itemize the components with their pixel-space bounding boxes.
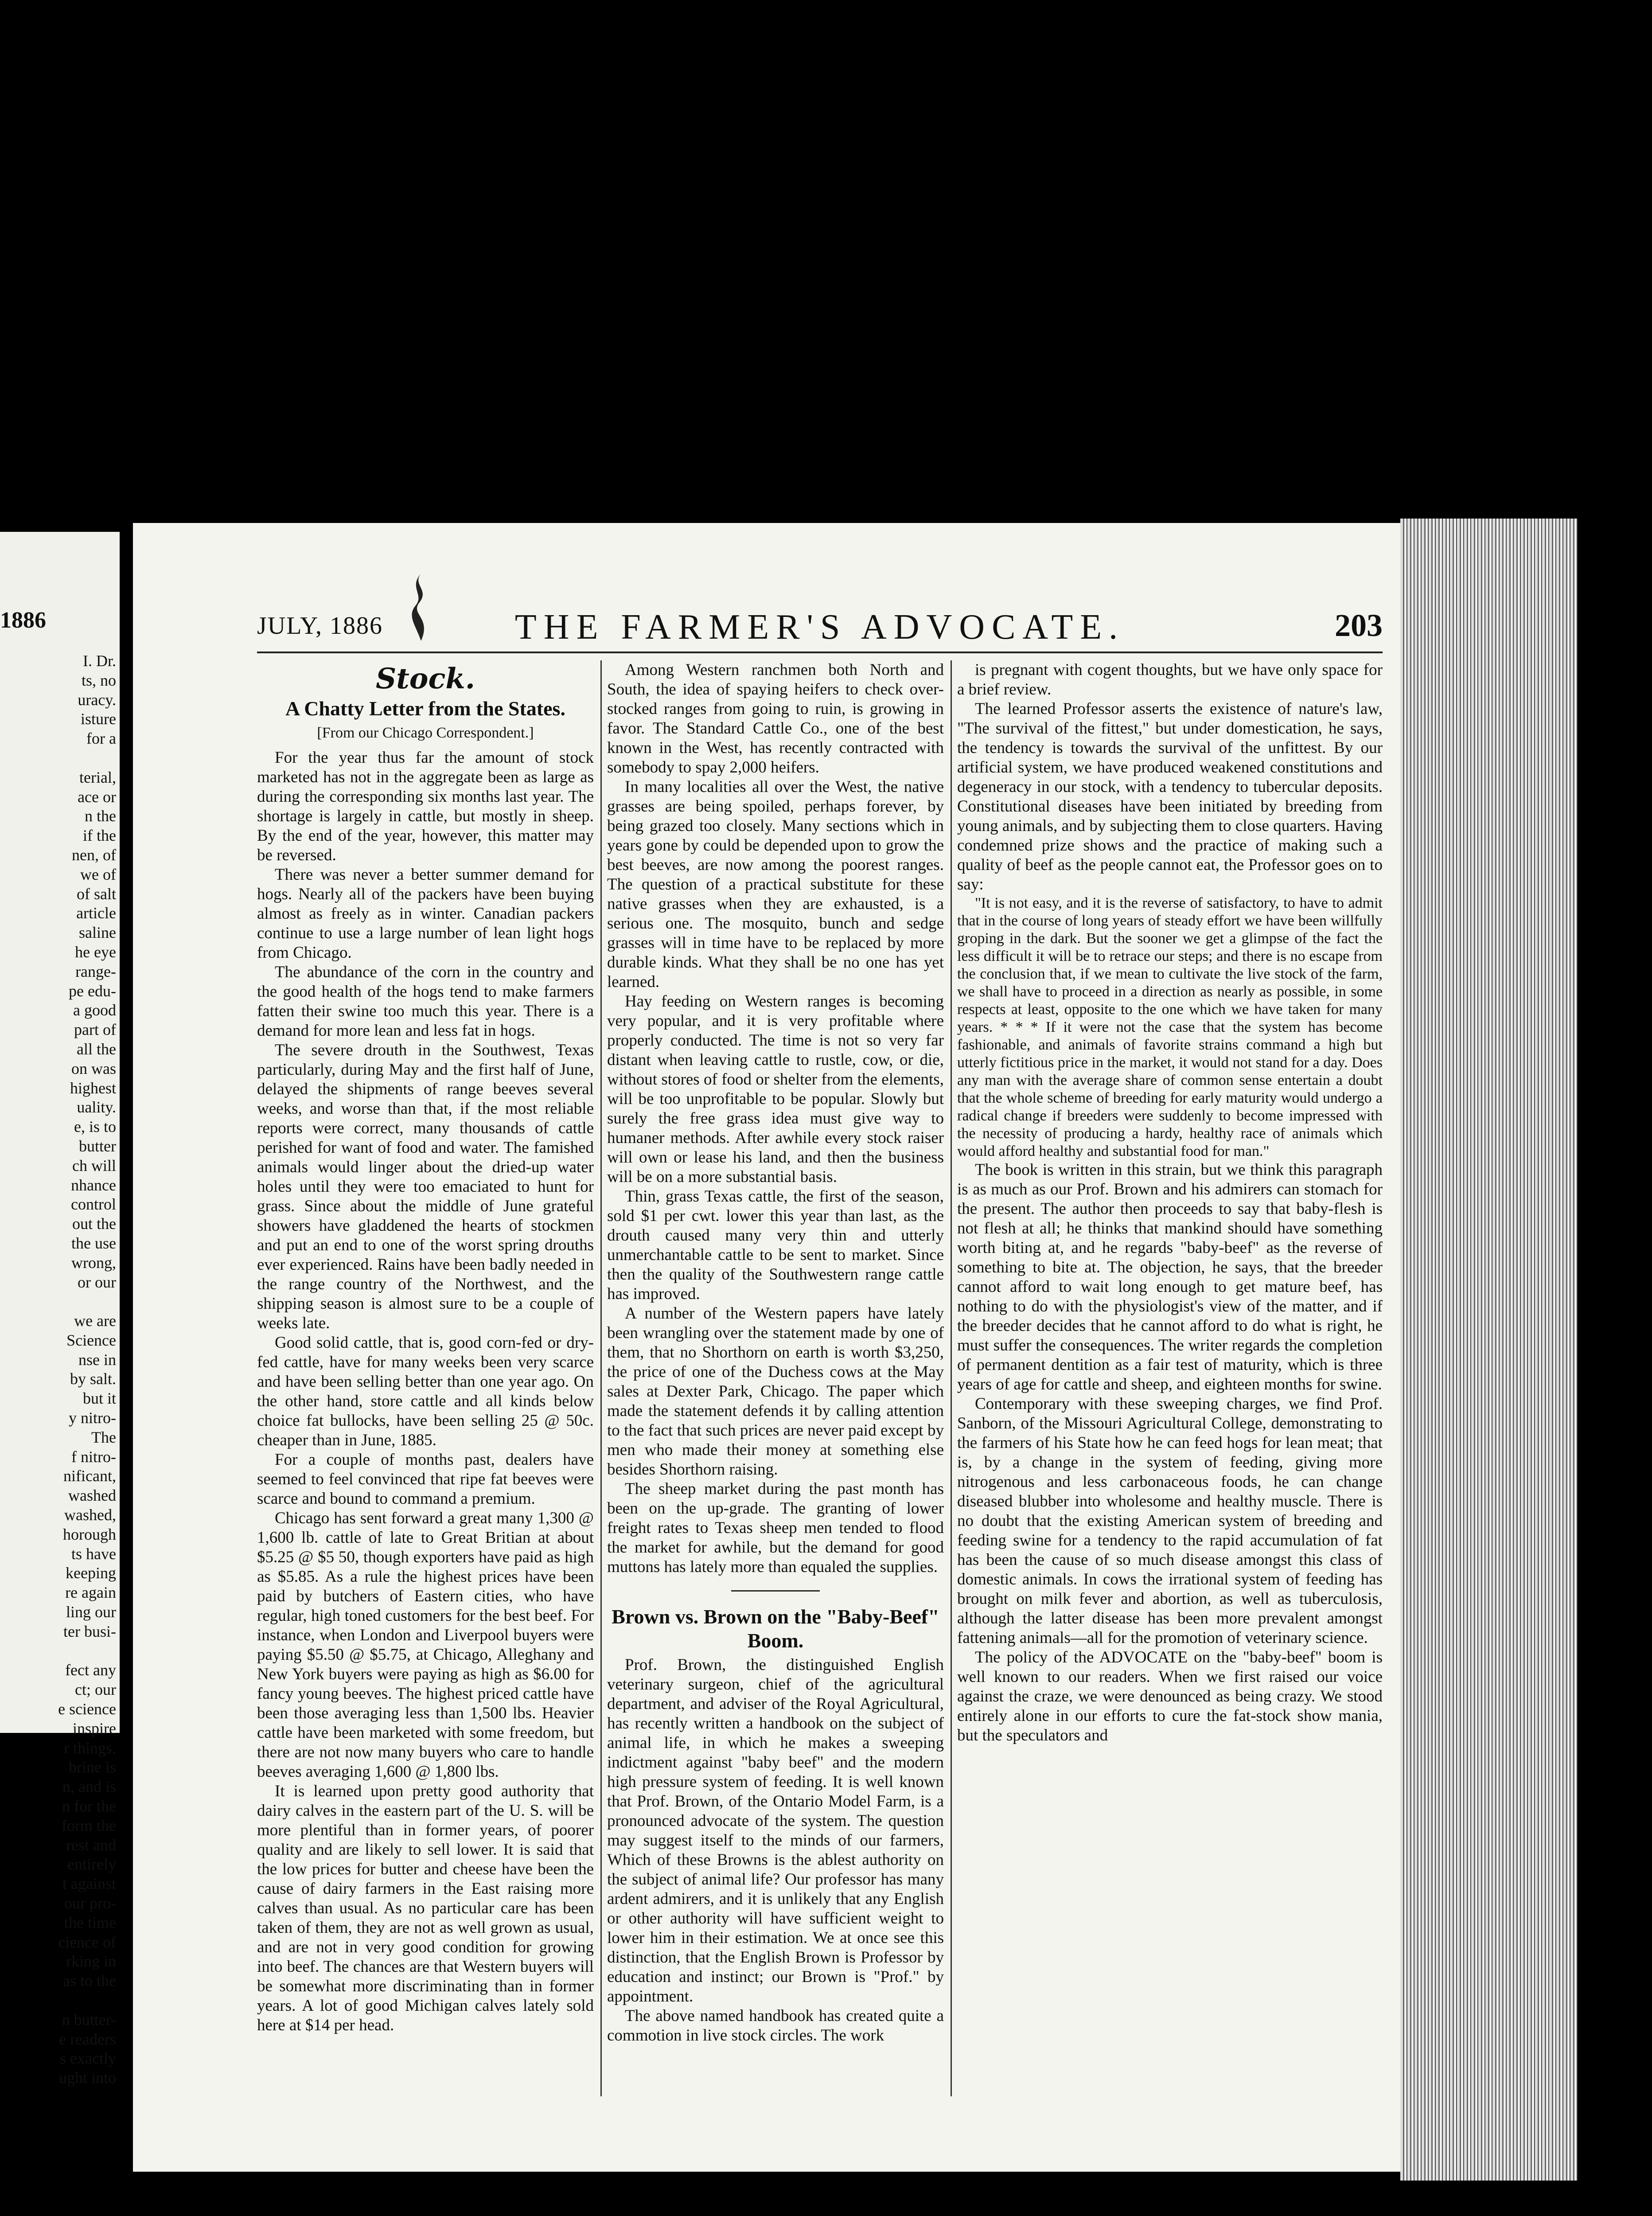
article-title: Brown vs. Brown on the "Baby-Beef" Boom. (612, 1605, 939, 1652)
neighbor-line-fragment: nificant, (63, 1467, 116, 1485)
neighbor-line-fragment: ace or (78, 788, 116, 806)
neighbor-line-fragment: of salt (77, 885, 116, 903)
column-1 (257, 660, 594, 2123)
article-body (257, 748, 594, 2035)
neighbor-page-header: 1886 (0, 608, 46, 633)
neighbor-line-fragment: the use (71, 1234, 116, 1252)
neighbor-line-fragment: if the (83, 827, 116, 845)
article-body (607, 660, 944, 1577)
neighbor-line-fragment: article (76, 904, 116, 922)
neighbor-line-fragment: for a (86, 730, 116, 748)
paragraph: The policy of the ADVOCATE on the "baby-beef" boom is well known to our readers. When we first raised our voice against the craze, we were denounced as being crazy. We stood entirely alone in our efforts to cure the fat-stock show mania, but the speculators and (957, 1648, 1383, 1744)
neighbor-line-fragment: wrong, (71, 1253, 116, 1272)
neighbor-line-fragment: I. Dr. (83, 652, 116, 670)
neighbor-line-fragment: y nitro- (69, 1409, 116, 1427)
paragraph: The sheep market during the past month has been on the up-grade. The granting of lower freight rates to Texas sheep men tended to flood the market for awhile, but the demand for good muttons has lately more than equaled the supplies. (607, 1480, 944, 1576)
header-rule (257, 652, 1383, 653)
neighbor-line-fragment: n the (85, 807, 116, 825)
paragraph: In many localities all over the West, the native grasses are being spoiled, perhaps forever, by being grazed too closely. Many sections which in years gone by could be depended upon to grow the best beeves, are now among the poorest ranges. The question of a practical substitute for these native grasses when they are exhausted, is a serious one. The mosquito, bunch and sedge grasses will in time have to be replaced by more durable kinds. What they shall be no one has yet learned. (607, 778, 944, 991)
paragraph: is pregnant with cogent thoughts, but we have only space for a brief review. (957, 661, 1383, 698)
neighbor-line-fragment: uracy. (78, 691, 116, 709)
paragraph: Thin, grass Texas cattle, the first of the season, sold $1 per cwt. lower this year than last, as the drouth caused many very thin and utterly unmerchantable cattle to be sent to market. Since then the quality of the Southwestern range cattle has improved. (607, 1187, 944, 1303)
neighbor-line-fragment: ught into (58, 2069, 116, 2087)
column-separator (600, 660, 602, 2096)
neighbor-line-fragment: ct; our (75, 1681, 116, 1699)
neighbor-line-fragment: he eye (75, 943, 116, 961)
page-header (257, 603, 1383, 647)
paragraph: The abundance of the corn in the country and the good health of the hogs tend to make farmers fatten their swine too much this year. There is a demand for more lean and less fat in hogs. (257, 963, 594, 1040)
neighbor-line-fragment: n butter- (62, 2010, 116, 2029)
page-number: 203 (1335, 608, 1383, 643)
neighbor-line-fragment: horough (63, 1525, 116, 1543)
neighbor-line-fragment: nse in (78, 1350, 116, 1369)
article-title: A Chatty Letter from the States. (285, 697, 565, 720)
neighbor-line-fragment: our pro- (64, 1894, 116, 1912)
neighbor-line-fragment: ts, no (81, 671, 116, 689)
newspaper-page (133, 523, 1400, 2172)
neighbor-line-fragment: ling our (66, 1603, 116, 1621)
neighbor-line-fragment: as to the (63, 1972, 116, 1990)
paragraph: Prof. Brown, the distinguished English veterinary surgeon, chief of the agricultural department, and adviser of the Royal Agricultural, has recently written a handbook on the subject of animal life, in which he makes a sweeping indictment against "baby beef" and the modern high pressure system of feeding. It is well known that Prof. Brown, of the Ontario Model Farm, is a pronounced advocate of the system. The question may suggest itself to the minds of our farmers, Which of these Browns is the ablest authority on the subject of animal life? Our professor has many ardent admirers, and it is unlikely that any English or other authority will have sufficient weight to lower him in their estimation. We at once see this distinction, that the English Brown is Professor by education and instinct; our Brown is "Prof." by appointment. (607, 1656, 944, 2005)
paragraph: The book is written in this strain, but we think this paragraph is as much as our Prof. Brown and his admirers can stomach for the present. The author then proceeds to say that baby-flesh is not flesh at all; he thinks that mankind should have something worth biting at, and he regards "baby-beef" as the reverse of something to bite at. The objection, he says, that the breeder cannot afford to wait long enough to get mature beef, has nothing to do with the physiologist's view of the matter, and if the breeder decides that he cannot afford to do what is right, he must suffer the consequences. The writer regards the completion of permanent dentition as a fair test of maturity, which is three years of age for cattle and sheep, and eighteen months for swine. (957, 1161, 1383, 1393)
neighbor-line-fragment: fect any (65, 1661, 116, 1679)
neighbor-line-fragment (0, 749, 120, 768)
neighbor-line-fragment: n, and is (62, 1778, 116, 1796)
paragraph: Contemporary with these sweeping charges, we find Prof. Sanborn, of the Missouri Agricultural College, demonstrating to the farmers of his State how he can feed hogs for lean meat; that is, by a change in the system of feeding, giving more nitrogenous and less carbonaceous foods, he can change diseased blubber into wholesome and healthy muscle. There is no doubt that the existing American system of breeding and feeding swine for a tendency to the rapid accumulation of fat has been the cause of so much disease amongst this class of domestic animals. In cows the irrational system of feeding has brought on milk fever and abortion, as well as tuberculosis, although the latter disease has been more prevalent amongst fattening animals—all for the promotion of veterinary science. (957, 1395, 1383, 1647)
article-byline: [From our Chicago Correspondent.] (317, 725, 534, 741)
neighbor-line-fragment: saline (79, 924, 116, 942)
neighbor-line-fragment: form the (62, 1816, 116, 1834)
neighbor-line-fragment: s exactly (60, 2049, 116, 2068)
paragraph: The learned Professor asserts the existence of nature's law, "The survival of the fittest," but under domestication, he says, the tendency is towards the survival of the unfittest. By our artificial system, we have produced weakened constitutions and degeneracy in our stock, with a tendency to tubercular deposits. Constitutional diseases have been initiated by breeding from young animals, and by subjecting them to close quarters. Having condemned prize shows and the practice of making such a quality of beef as the people cannot eat, the Professor goes on to say: (957, 700, 1383, 893)
paragraph: It is learned upon pretty good authority that dairy calves in the eastern part of the U. S. will be more plentiful than in former years, of poorer quality and are likely to sell lower. It is said that the low prices for butter and cheese have been the cause of dairy farmers in the East raising more calves than usual. As no particular care has been taken of them, they are not as well grown as usual, and are not in very good condition for growing into beef. The chances are that Western buyers will be somewhat more discriminating than in former years. A lot of good Michigan calves lately sold here at $14 per head. (257, 1782, 594, 2034)
neighbor-line-fragment: out the (72, 1215, 116, 1233)
paragraph: Hay feeding on Western ranges is becoming very popular, and it is very profitable where properly conducted. The time is not so very far distant when leaving cattle to rustle, cow, or die, without stores of food or shelter from the elements, will be too unprofitable to be popular. Slowly but surely the free grass idea must give way to humaner methods. After awhile every stock raiser will own or lease his land, and then the business will be on a more substantial basis. (607, 992, 944, 1186)
paragraph: The severe drouth in the Southwest, Texas particularly, during May and the first half of June, delayed the shipments of range beeves several weeks, and worse than that, if the most reliable reports were correct, many thousands of cattle perished for want of food and water. The famished animals would linger about the dried-up water holes until they were too emaciated to hunt for grass. Since about the middle of June grateful showers have gladdened the hearts of stockmen and put an end to one of the worst spring drouths ever experienced. Rains have been badly needed in the range country of the Northwest, and the shipping season is almost sure to be a couple of weeks late. (257, 1041, 594, 1332)
paragraph: There was never a better summer demand for hogs. Nearly all of the packers have been buying almost as freely as in winter. Canadian packers continue to use a large number of lean light hogs from Chicago. (257, 866, 594, 962)
paragraph: Chicago has sent forward a great many 1,300 @ 1,600 lb. cattle of late to Great Britian at about $5.25 @ $5 50, though exporters have paid as high as $5.85. As a rule the highest prices have been paid by butchers of Eastern cities, who have regular, high toned customers for the best beef. For instance, when London and Liverpool buyers were paying $5.50 @ $5.75, at Chicago, Alleghany and New York buyers were paying as high as $6.00 for fancy young beeves. The highest priced cattle have been those averaging less than 1,500 lbs. Heavier cattle have been marketed with some freedom, but there are not now many buyers who care to handle beeves averaging 1,600 @ 1,800 lbs. (257, 1509, 594, 1781)
column-separator (951, 660, 952, 2096)
neighbor-line-fragment: keeping (66, 1564, 116, 1582)
neighbor-line-fragment: terial, (79, 768, 116, 786)
book-page-edges (1400, 519, 1578, 2181)
neighbor-line-fragment: range- (75, 962, 116, 980)
neighbor-line-fragment: e science (58, 1700, 116, 1718)
neighbor-line-fragment: on was (71, 1059, 116, 1077)
neighbor-line-fragment: pe edu- (69, 982, 116, 1000)
neighbor-line-fragment: re again (65, 1584, 116, 1602)
header-date: JULY, 1886 (257, 612, 383, 640)
neighbor-page-lines (0, 652, 120, 2088)
neighbor-line-fragment: nen, of (72, 846, 116, 864)
neighbor-line-fragment: n for the (62, 1797, 116, 1815)
neighbor-line-fragment: butter (79, 1137, 116, 1155)
neighbor-line-fragment: the time (64, 1913, 116, 1931)
neighbor-line-fragment: or our (78, 1273, 116, 1291)
article-body (957, 1160, 1383, 1745)
article-divider (731, 1590, 820, 1592)
neighbor-line-fragment: cience of (58, 1933, 116, 1951)
neighbor-line-fragment: e readers (59, 2030, 116, 2048)
neighbor-line-fragment: washed (68, 1486, 116, 1505)
neighbor-line-fragment: by salt. (70, 1370, 116, 1388)
paragraph: Among Western ranchmen both North and South, the idea of spaying heifers to check over-stocked ranges from going to ruin, is growing in favor. The Standard Cattle Co., one of the best known in the West, has recently contracted with somebody to spay 2,000 heifers. (607, 661, 944, 776)
column-3 (957, 660, 1383, 2123)
neighbor-line-fragment: highest (70, 1079, 116, 1097)
neighbor-line-fragment: ch will (72, 1156, 116, 1174)
neighbor-line-fragment: rest and (66, 1836, 116, 1854)
neighbor-line-fragment: nhance (71, 1176, 116, 1194)
neighbor-line-fragment: all the (77, 1040, 116, 1058)
neighbor-line-fragment: The (91, 1428, 116, 1446)
block-quote: "It is not easy, and it is the reverse of satisfactory, to have to admit that in the course of long years of steady effort we have been willfully groping in the dark. But the sooner we get a glimpse of the fact the less difficult it will be to retrace our steps; and there is no escape from the conclusion that, if we mean to cultivate the live stock of the farm, we shall have to proceed in a direction as nearly as possible, in some respects at least, opposite to the one which we have taken for many years. * * * If it were not the case that the system has become fashionable, and animals of favorite strains command a high but utterly fictitious price in the market, it would not stand for a day. Does any man with the average share of common sense entertain a doubt that the whole scheme of breeding for early maturity would undergo a radical change if breeders were suddenly to become impressed with the necessity of producing a hardy, healthy race of animals which would afford healthy and substantial food for man." (957, 895, 1383, 1159)
neighbor-line-fragment: isture (81, 710, 116, 728)
neighbor-line-fragment (0, 1991, 120, 2010)
neighbor-line-fragment: a good (73, 1001, 116, 1019)
neighbor-line-fragment: uality. (77, 1098, 116, 1116)
article-body (607, 1655, 944, 2045)
neighbor-line-fragment: part of (74, 1021, 116, 1039)
neighbor-line-fragment: but it (82, 1389, 116, 1408)
neighbor-line-fragment: entirely (67, 1855, 116, 1873)
neighbor-line-fragment: rking in (66, 1952, 116, 1970)
neighbor-line-fragment: Science (66, 1331, 116, 1349)
paragraph: Good solid cattle, that is, good corn-fed or dry-fed cattle, have for many weeks been very scarce and have been selling better than one year ago. On the other hand, store cattle and all kinds below choice fat bullocks, have been selling 25 @ 50c. cheaper than in June, 1885. (257, 1334, 594, 1449)
masthead-title: THE FARMER'S ADVOCATE. (514, 608, 1125, 647)
neighbor-line-fragment: control (71, 1195, 116, 1213)
neighbor-line-fragment: e, is to (74, 1118, 116, 1136)
section-heading: Stock. (375, 662, 475, 695)
neighbor-line-fragment (0, 1642, 120, 1661)
neighbor-line-fragment (0, 1292, 120, 1311)
neighbor-line-fragment: inspire (73, 1719, 116, 1737)
neighbor-page (0, 532, 120, 2087)
paragraph: For a couple of months past, dealers have seemed to feel convinced that ripe fat beeves were scarce and bound to command a premium. (257, 1451, 594, 1508)
paragraph: The above named handbook has created quite a commotion in live stock circles. The work (607, 2007, 944, 2044)
neighbor-line-fragment: ts have (71, 1545, 116, 1563)
column-2 (607, 660, 944, 2123)
neighbor-line-fragment: brine is (69, 1758, 116, 1776)
neighbor-line-fragment: f nitro- (71, 1447, 116, 1466)
paragraph: For the year thus far the amount of stock marketed has not in the aggregate been as large as during the corresponding six months last year. The shortage is largely in cattle, but mostly in sheep. By the end of the year, however, this matter may be reversed. (257, 749, 594, 864)
neighbor-line-fragment: t against (62, 1875, 116, 1893)
article-body (957, 660, 1383, 894)
paragraph: A number of the Western papers have lately been wrangling over the statement made by one of them, that no Shorthorn on earth is worth $3,250, the price of one of the Duchess cows at the May sales at Dexter Park, Chicago. The paper which made the statement defends it by calling attention to the fact that such prices are never paid except by men who made their money at something else besides Shorthorn raising. (607, 1304, 944, 1479)
neighbor-line-fragment: we of (80, 865, 116, 883)
neighbor-line-fragment: we are (74, 1312, 116, 1330)
neighbor-line-fragment: ter busi- (63, 1622, 116, 1640)
neighbor-line-fragment: r things. (63, 1739, 116, 1757)
neighbor-line-fragment: washed, (64, 1506, 116, 1524)
